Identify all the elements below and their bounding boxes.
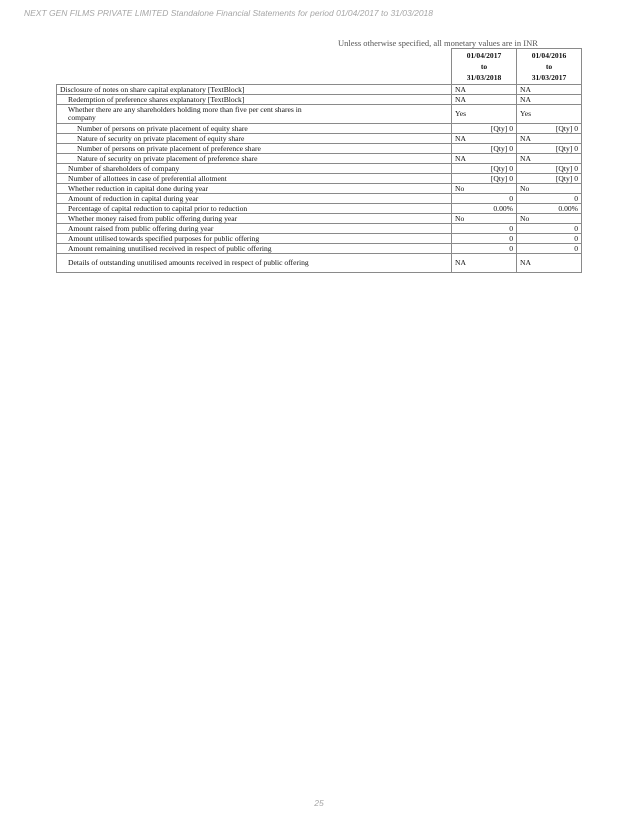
value-current: NA (452, 134, 517, 144)
value-previous: [Qty] 0 (517, 144, 582, 154)
value-previous: 0 (517, 224, 582, 234)
value-previous: [Qty] 0 (517, 164, 582, 174)
value-previous: No (517, 184, 582, 194)
row-label: Amount remaining unutilised received in respect of public offering (57, 244, 452, 254)
row-label: Redemption of preference shares explanatory [TextBlock] (57, 95, 452, 105)
period-start: 01/04/2016 (531, 51, 567, 60)
value-previous: 0 (517, 234, 582, 244)
page-number: 25 (314, 798, 324, 808)
row-label: Whether money raised from public offering during year (57, 214, 452, 224)
table-row (57, 105, 582, 124)
value-previous: NA (517, 95, 582, 105)
value-current: [Qty] 0 (452, 164, 517, 174)
table-row (57, 204, 582, 214)
page-header: NEXT GEN FILMS PRIVATE LIMITED Standalone Financial Statements for period 01/04/2017 to 31/03/2018 (24, 8, 434, 18)
column-header-previous (517, 49, 582, 85)
table-row (57, 95, 582, 105)
value-current: 0.00% (452, 204, 517, 214)
value-current: 0 (452, 194, 517, 204)
value-previous: No (517, 214, 582, 224)
value-previous: NA (517, 154, 582, 164)
row-label: Number of persons on private placement of preference share (57, 144, 452, 154)
row-label (57, 105, 452, 124)
table-row (57, 244, 582, 254)
table-row (57, 164, 582, 174)
period-start: 01/04/2017 (466, 51, 502, 60)
value-previous: 0 (517, 244, 582, 254)
value-previous: [Qty] 0 (517, 174, 582, 184)
row-label: Amount of reduction in capital during year (57, 194, 452, 204)
row-label: Number of persons on private placement of equity share (57, 124, 452, 134)
row-label: Amount raised from public offering during year (57, 224, 452, 234)
value-previous: Yes (517, 105, 582, 124)
table-row (57, 224, 582, 234)
value-previous: NA (517, 254, 582, 273)
value-current: No (452, 214, 517, 224)
period-to: to (545, 62, 553, 71)
row-label: Whether reduction in capital done during year (57, 184, 452, 194)
value-current: [Qty] 0 (452, 174, 517, 184)
value-current: 0 (452, 244, 517, 254)
row-label: Disclosure of notes on share capital explanatory [TextBlock] (57, 85, 452, 95)
row-label: Nature of security on private placement of equity share (57, 134, 452, 144)
value-previous: 0.00% (517, 204, 582, 214)
table-row (57, 85, 582, 95)
table-row (57, 134, 582, 144)
table-row (57, 144, 582, 154)
value-current: NA (452, 85, 517, 95)
empty-header-cell (57, 49, 452, 85)
table-row (57, 154, 582, 164)
value-previous: 0 (517, 194, 582, 204)
monetary-note: Unless otherwise specified, all monetary values are in INR (338, 38, 538, 48)
value-current: NA (452, 154, 517, 164)
value-current: 0 (452, 224, 517, 234)
share-capital-table (56, 48, 582, 273)
value-current: Yes (452, 105, 517, 124)
row-label: Nature of security on private placement of preference share (57, 154, 452, 164)
row-label-text: Whether there are any shareholders holding more than five per cent shares in company (68, 105, 302, 122)
value-current: [Qty] 0 (452, 124, 517, 134)
value-previous: [Qty] 0 (517, 124, 582, 134)
row-label-text: Details of outstanding unutilised amounts received in respect of public offering (68, 258, 309, 267)
value-previous: NA (517, 134, 582, 144)
table-row (57, 194, 582, 204)
value-current: NA (452, 95, 517, 105)
table-row (57, 234, 582, 244)
row-label: Percentage of capital reduction to capital prior to reduction (57, 204, 452, 214)
value-current: No (452, 184, 517, 194)
table-row (57, 214, 582, 224)
value-current: [Qty] 0 (452, 144, 517, 154)
value-current: NA (452, 254, 517, 273)
period-end: 31/03/2017 (531, 73, 567, 82)
column-header-current (452, 49, 517, 85)
table-row (57, 174, 582, 184)
period-end: 31/03/2018 (466, 73, 502, 82)
row-label: Number of allottees in case of preferential allotment (57, 174, 452, 184)
table-row (57, 254, 582, 273)
period-to: to (480, 62, 488, 71)
value-previous: NA (517, 85, 582, 95)
row-label (57, 254, 452, 273)
value-current: 0 (452, 234, 517, 244)
table-row (57, 124, 582, 134)
row-label: Amount utilised towards specified purposes for public offering (57, 234, 452, 244)
row-label: Number of shareholders of company (57, 164, 452, 174)
table-row (57, 184, 582, 194)
header-row (57, 49, 582, 85)
